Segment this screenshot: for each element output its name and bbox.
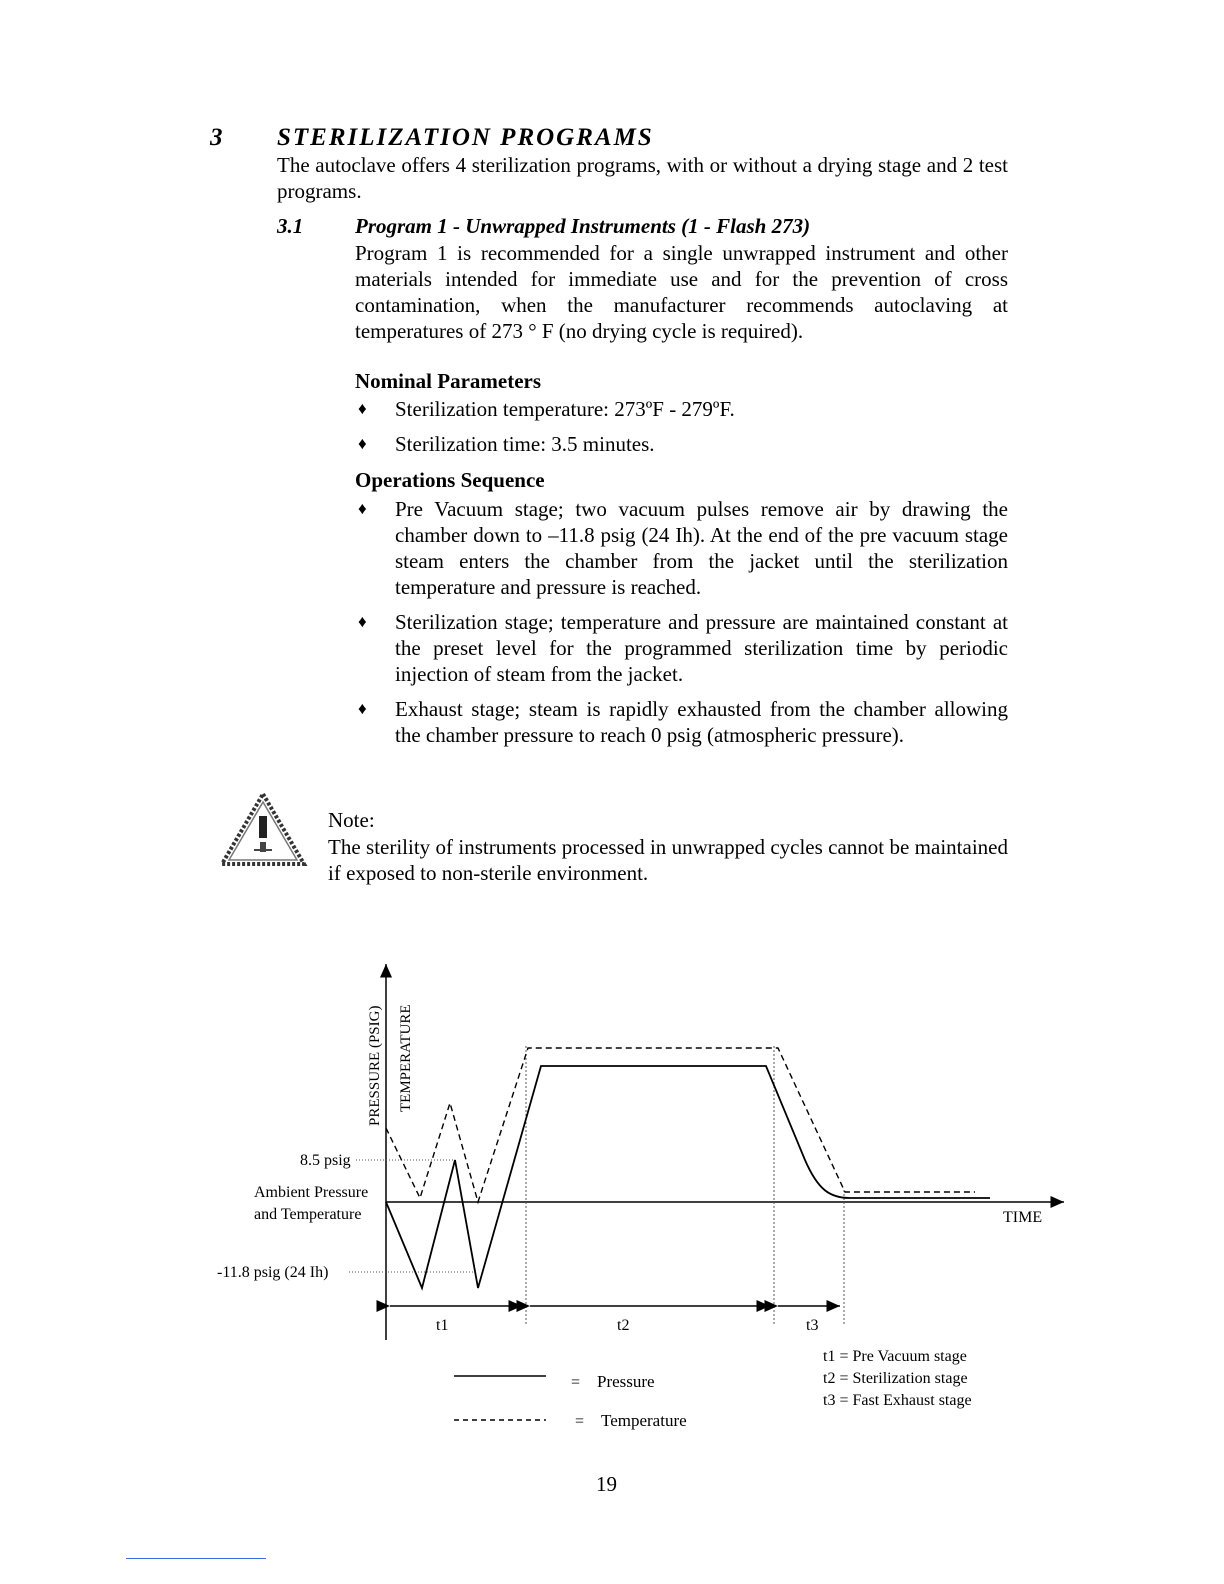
interval-label-t1: t1 — [436, 1317, 449, 1334]
note-label: Note: — [328, 808, 375, 832]
bullet-icon: ♦ — [358, 612, 367, 631]
level-ambient-label: Ambient Pressure — [254, 1184, 369, 1201]
level-ambient-label: and Temperature — [254, 1206, 362, 1223]
page-number: 19 — [596, 1472, 617, 1496]
bullet-icon: ♦ — [358, 434, 367, 453]
stage-key-item: t2 = Sterilization stage — [823, 1370, 968, 1387]
nominal-heading: Nominal Parameters — [355, 369, 542, 393]
operations-item: Pre Vacuum stage; two vacuum pulses remove air by drawing the chamber down to –11.8 psig (24 Ih). At the end of the pre vacuum stage steam enters the chamber from the jacket until the sterilization temperature and pressure is reached. — [395, 497, 1008, 599]
x-label-time: TIME — [1003, 1209, 1043, 1226]
temperature-curve — [386, 1048, 975, 1202]
legend-equals: = — [571, 1374, 581, 1391]
stage-key-item: t3 = Fast Exhaust stage — [823, 1392, 972, 1409]
legend-equals: = — [575, 1413, 585, 1430]
bullet-icon: ♦ — [358, 399, 367, 418]
section-title: STERILIZATION PROGRAMS — [277, 124, 654, 151]
operations-item: Sterilization stage; temperature and pressure are maintained constant at the preset level for the programmed sterilization time by periodic injection of steam from the jacket. — [395, 610, 1008, 686]
program-description: Program 1 is recommended for a single unwrapped instrument and other materials intended for immediate use and for the prevention of cross contamination, when the manufacturer recommends autoclaving at temperatures of 273 ° F (no drying cycle is required). — [355, 241, 1008, 343]
y-label-pressure: PRESSURE (PSIG) — [367, 1005, 383, 1126]
nominal-item: Sterilization temperature: 273ºF - 279ºF. — [395, 397, 735, 421]
interval-label-t2: t2 — [617, 1317, 630, 1334]
operations-heading: Operations Sequence — [355, 468, 545, 492]
interval-label-t3: t3 — [806, 1317, 819, 1334]
footer-rule — [126, 1558, 266, 1559]
level-high-label: 8.5 psig — [300, 1152, 351, 1169]
warning-icon — [218, 788, 308, 870]
subsection-number: 3.1 — [277, 214, 304, 238]
operations-item: Exhaust stage; steam is rapidly exhausted from the chamber allowing the chamber pressure to reach 0 psig (atmospheric pressure). — [395, 697, 1008, 747]
section-intro: The autoclave offers 4 sterilization programs, with or without a drying stage and 2 test programs. — [277, 153, 1008, 203]
stage-key-item: t1 = Pre Vacuum stage — [823, 1348, 967, 1365]
note-text: The sterility of instruments processed in unwrapped cycles cannot be maintained if exposed to non-sterile environment. — [328, 835, 1008, 885]
bullet-icon: ♦ — [358, 699, 367, 718]
legend-temperature-label: Temperature — [601, 1411, 687, 1430]
bullet-icon: ♦ — [358, 499, 367, 518]
level-low-label: -11.8 psig (24 Ih) — [217, 1264, 329, 1281]
section-number: 3 — [210, 124, 223, 151]
sterilization-cycle-diagram — [0, 950, 1224, 1450]
legend-pressure-label: Pressure — [597, 1372, 655, 1391]
subsection-title: Program 1 - Unwrapped Instruments (1 - Flash 273) — [355, 214, 811, 238]
nominal-item: Sterilization time: 3.5 minutes. — [395, 432, 655, 456]
pressure-curve — [386, 1066, 990, 1288]
y-label-temperature: TEMPERATURE — [398, 1004, 414, 1112]
